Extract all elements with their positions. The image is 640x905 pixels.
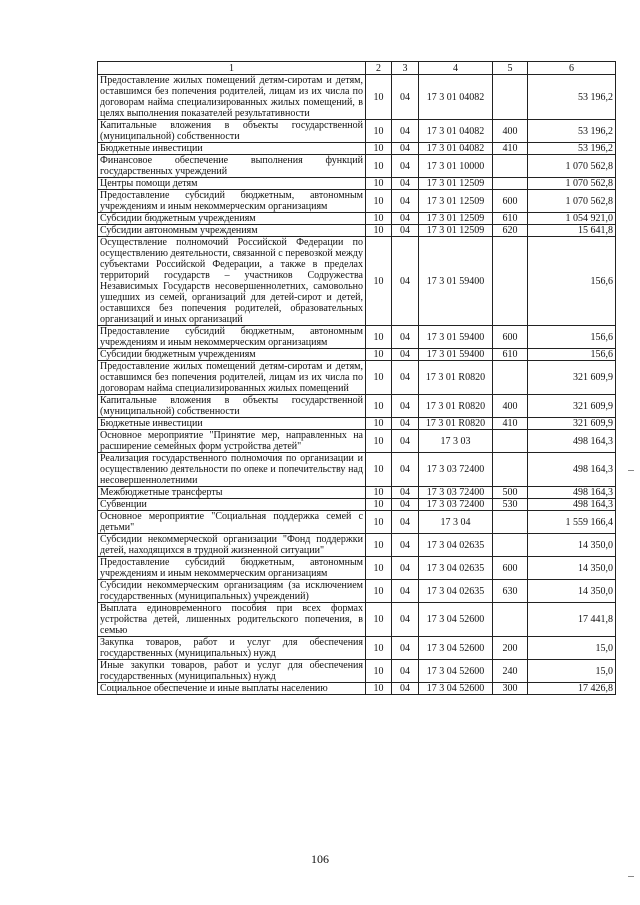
row-section-cell: 10 — [366, 683, 392, 695]
row-subsection-cell: 04 — [392, 395, 419, 418]
table-row — [98, 499, 616, 511]
row-section-cell: 10 — [366, 190, 392, 213]
row-section-cell: 10 — [366, 361, 392, 395]
table-row — [98, 637, 616, 660]
page-number: 106 — [311, 852, 329, 866]
row-subsection-cell: 04 — [392, 683, 419, 695]
table-header-row — [98, 62, 616, 75]
table-row — [98, 143, 616, 155]
row-target-code-cell: 17 3 04 02635 — [419, 557, 493, 580]
row-name-cell: Реализация государственного полномочия по организации и осуществлению деятельности по опеке и попечительству над несовершеннолетними — [98, 453, 366, 487]
row-amount-cell: 1 054 921,0 — [528, 213, 616, 225]
row-section-cell: 10 — [366, 603, 392, 637]
row-target-code-cell: 17 3 03 — [419, 430, 493, 453]
row-section-cell: 10 — [366, 326, 392, 349]
row-amount-cell: 17 441,8 — [528, 603, 616, 637]
row-name-cell: Межбюджетные трансферты — [98, 487, 366, 499]
scan-edge-mark — [628, 470, 634, 471]
row-expense-type-cell — [493, 75, 528, 120]
table-row — [98, 511, 616, 534]
row-section-cell: 10 — [366, 178, 392, 190]
row-amount-cell: 498 164,3 — [528, 499, 616, 511]
row-amount-cell: 53 196,2 — [528, 75, 616, 120]
table-row — [98, 430, 616, 453]
table-row — [98, 683, 616, 695]
row-section-cell: 10 — [366, 143, 392, 155]
row-name-cell: Социальное обеспечение и иные выплаты населению — [98, 683, 366, 695]
row-amount-cell: 1 559 166,4 — [528, 511, 616, 534]
row-name-cell: Финансовое обеспечение выполнения функций государственных учреждений — [98, 155, 366, 178]
row-target-code-cell: 17 3 01 59400 — [419, 349, 493, 361]
row-expense-type-cell: 410 — [493, 418, 528, 430]
row-section-cell: 10 — [366, 637, 392, 660]
row-target-code-cell: 17 3 01 04082 — [419, 143, 493, 155]
row-section-cell: 10 — [366, 225, 392, 237]
row-name-cell: Осуществление полномочий Российской Федерации по осуществлению деятельности, связанной с перевозкой между субъектами Российской Федерации, а также в пределах территорий государств – участников Содружества Независимых Государств несовершеннолетних, самовольно ушедших из семей, организаций для детей-сирот и детей, оставшихся без попечения родителей, образовательных организаций и иных организаций — [98, 237, 366, 326]
row-section-cell: 10 — [366, 120, 392, 143]
table-row — [98, 213, 616, 225]
scan-edge-mark — [628, 876, 634, 877]
row-amount-cell: 321 609,9 — [528, 361, 616, 395]
row-target-code-cell: 17 3 01 12509 — [419, 213, 493, 225]
row-section-cell: 10 — [366, 349, 392, 361]
table-row — [98, 603, 616, 637]
row-name-cell: Выплата единовременного пособия при всех формах устройства детей, лишенных родительского попечения, в семью — [98, 603, 366, 637]
row-section-cell: 10 — [366, 453, 392, 487]
row-subsection-cell: 04 — [392, 213, 419, 225]
row-expense-type-cell — [493, 155, 528, 178]
row-expense-type-cell — [493, 430, 528, 453]
table-row — [98, 660, 616, 683]
table-row — [98, 361, 616, 395]
row-name-cell: Бюджетные инвестиции — [98, 418, 366, 430]
row-target-code-cell: 17 3 01 04082 — [419, 75, 493, 120]
row-target-code-cell: 17 3 01 12509 — [419, 190, 493, 213]
table-row — [98, 155, 616, 178]
row-expense-type-cell — [493, 534, 528, 557]
row-target-code-cell: 17 3 04 02635 — [419, 534, 493, 557]
row-section-cell: 10 — [366, 534, 392, 557]
row-amount-cell: 15,0 — [528, 637, 616, 660]
row-amount-cell: 156,6 — [528, 349, 616, 361]
row-target-code-cell: 17 3 03 72400 — [419, 453, 493, 487]
row-section-cell: 10 — [366, 213, 392, 225]
row-name-cell: Субвенции — [98, 499, 366, 511]
row-amount-cell: 498 164,3 — [528, 430, 616, 453]
row-subsection-cell: 04 — [392, 430, 419, 453]
row-target-code-cell: 17 3 03 72400 — [419, 487, 493, 499]
row-target-code-cell: 17 3 01 R0820 — [419, 395, 493, 418]
row-expense-type-cell: 240 — [493, 660, 528, 683]
row-amount-cell: 14 350,0 — [528, 580, 616, 603]
row-subsection-cell: 04 — [392, 190, 419, 213]
row-subsection-cell: 04 — [392, 453, 419, 487]
row-subsection-cell: 04 — [392, 75, 419, 120]
row-target-code-cell: 17 3 04 52600 — [419, 637, 493, 660]
table-row — [98, 580, 616, 603]
row-name-cell: Предоставление жилых помещений детям-сиротам и детям, оставшимся без попечения родителей, лицам из их числа по договорам найма специализированных жилых помещений, в целях выполнения показателей результативности — [98, 75, 366, 120]
table-row — [98, 178, 616, 190]
row-amount-cell: 17 426,8 — [528, 683, 616, 695]
row-target-code-cell: 17 3 03 72400 — [419, 499, 493, 511]
row-section-cell: 10 — [366, 155, 392, 178]
row-amount-cell: 156,6 — [528, 326, 616, 349]
row-target-code-cell: 17 3 04 02635 — [419, 580, 493, 603]
table-row — [98, 120, 616, 143]
row-target-code-cell: 17 3 01 59400 — [419, 237, 493, 326]
row-subsection-cell: 04 — [392, 143, 419, 155]
row-name-cell: Капитальные вложения в объекты государственной (муниципальной) собственности — [98, 395, 366, 418]
row-target-code-cell: 17 3 01 10000 — [419, 155, 493, 178]
row-name-cell: Предоставление жилых помещений детям-сиротам и детям, оставшимся без попечения родителей, лицам из их числа по договорам найма специализированных жилых помещений — [98, 361, 366, 395]
row-expense-type-cell: 630 — [493, 580, 528, 603]
row-section-cell: 10 — [366, 580, 392, 603]
row-expense-type-cell: 200 — [493, 637, 528, 660]
row-section-cell: 10 — [366, 660, 392, 683]
column-header: 5 — [493, 62, 528, 75]
row-name-cell: Субсидии некоммерческим организациям (за исключением государственных (муниципальных) учреждений) — [98, 580, 366, 603]
row-name-cell: Бюджетные инвестиции — [98, 143, 366, 155]
row-expense-type-cell — [493, 511, 528, 534]
row-subsection-cell: 04 — [392, 637, 419, 660]
table-row — [98, 453, 616, 487]
row-name-cell: Закупка товаров, работ и услуг для обеспечения государственных (муниципальных) нужд — [98, 637, 366, 660]
row-expense-type-cell: 300 — [493, 683, 528, 695]
row-section-cell: 10 — [366, 511, 392, 534]
table-row — [98, 487, 616, 499]
row-name-cell: Субсидии бюджетным учреждениям — [98, 213, 366, 225]
row-section-cell: 10 — [366, 418, 392, 430]
row-amount-cell: 15 641,8 — [528, 225, 616, 237]
column-header: 1 — [98, 62, 366, 75]
row-expense-type-cell — [493, 361, 528, 395]
row-subsection-cell: 04 — [392, 237, 419, 326]
row-target-code-cell: 17 3 01 04082 — [419, 120, 493, 143]
row-target-code-cell: 17 3 01 R0820 — [419, 418, 493, 430]
row-subsection-cell: 04 — [392, 178, 419, 190]
table-row — [98, 349, 616, 361]
row-amount-cell: 14 350,0 — [528, 557, 616, 580]
row-expense-type-cell: 600 — [493, 557, 528, 580]
row-name-cell: Предоставление субсидий бюджетным, автономным учреждениям и иным некоммерческим организациям — [98, 326, 366, 349]
row-name-cell: Предоставление субсидий бюджетным, автономным учреждениям и иным некоммерческим организациям — [98, 557, 366, 580]
row-amount-cell: 321 609,9 — [528, 418, 616, 430]
row-target-code-cell: 17 3 04 52600 — [419, 683, 493, 695]
row-target-code-cell: 17 3 01 12509 — [419, 178, 493, 190]
row-subsection-cell: 04 — [392, 499, 419, 511]
row-expense-type-cell: 530 — [493, 499, 528, 511]
row-section-cell: 10 — [366, 487, 392, 499]
row-amount-cell: 53 196,2 — [528, 143, 616, 155]
row-expense-type-cell: 620 — [493, 225, 528, 237]
row-expense-type-cell: 500 — [493, 487, 528, 499]
row-expense-type-cell: 400 — [493, 395, 528, 418]
column-header: 4 — [419, 62, 493, 75]
row-target-code-cell: 17 3 04 52600 — [419, 660, 493, 683]
row-expense-type-cell: 600 — [493, 326, 528, 349]
row-amount-cell: 498 164,3 — [528, 487, 616, 499]
row-expense-type-cell: 410 — [493, 143, 528, 155]
row-subsection-cell: 04 — [392, 349, 419, 361]
row-expense-type-cell — [493, 453, 528, 487]
row-amount-cell: 53 196,2 — [528, 120, 616, 143]
row-amount-cell: 1 070 562,8 — [528, 178, 616, 190]
row-name-cell: Капитальные вложения в объекты государственной (муниципальной) собственности — [98, 120, 366, 143]
row-expense-type-cell: 610 — [493, 349, 528, 361]
row-section-cell: 10 — [366, 75, 392, 120]
row-section-cell: 10 — [366, 395, 392, 418]
row-name-cell: Основное мероприятие "Принятие мер, направленных на расширение семейных форм устройства детей" — [98, 430, 366, 453]
row-section-cell: 10 — [366, 499, 392, 511]
row-subsection-cell: 04 — [392, 155, 419, 178]
row-expense-type-cell: 600 — [493, 190, 528, 213]
row-expense-type-cell: 400 — [493, 120, 528, 143]
row-name-cell: Основное мероприятие "Социальная поддержка семей с детьми" — [98, 511, 366, 534]
row-name-cell: Предоставление субсидий бюджетным, автономным учреждениям и иным некоммерческим организациям — [98, 190, 366, 213]
row-amount-cell: 14 350,0 — [528, 534, 616, 557]
row-subsection-cell: 04 — [392, 418, 419, 430]
row-subsection-cell: 04 — [392, 120, 419, 143]
row-section-cell: 10 — [366, 237, 392, 326]
row-target-code-cell: 17 3 01 12509 — [419, 225, 493, 237]
row-target-code-cell: 17 3 04 52600 — [419, 603, 493, 637]
row-name-cell: Субсидии бюджетным учреждениям — [98, 349, 366, 361]
row-subsection-cell: 04 — [392, 487, 419, 499]
table-row — [98, 395, 616, 418]
row-subsection-cell: 04 — [392, 511, 419, 534]
row-expense-type-cell: 610 — [493, 213, 528, 225]
row-subsection-cell: 04 — [392, 660, 419, 683]
row-subsection-cell: 04 — [392, 361, 419, 395]
row-target-code-cell: 17 3 01 R0820 — [419, 361, 493, 395]
table-row — [98, 237, 616, 326]
table-row — [98, 75, 616, 120]
table-row — [98, 326, 616, 349]
row-amount-cell: 498 164,3 — [528, 453, 616, 487]
row-expense-type-cell — [493, 603, 528, 637]
table-body — [98, 75, 616, 695]
column-header: 3 — [392, 62, 419, 75]
row-expense-type-cell — [493, 237, 528, 326]
row-subsection-cell: 04 — [392, 534, 419, 557]
row-subsection-cell: 04 — [392, 603, 419, 637]
row-name-cell: Центры помощи детям — [98, 178, 366, 190]
row-name-cell: Субсидии некоммерческой организации "Фонд поддержки детей, находящихся в трудной жизненной ситуации" — [98, 534, 366, 557]
table-row — [98, 190, 616, 213]
row-amount-cell: 321 609,9 — [528, 395, 616, 418]
row-subsection-cell: 04 — [392, 580, 419, 603]
table-row — [98, 534, 616, 557]
row-amount-cell: 1 070 562,8 — [528, 155, 616, 178]
column-header: 2 — [366, 62, 392, 75]
row-section-cell: 10 — [366, 430, 392, 453]
row-subsection-cell: 04 — [392, 225, 419, 237]
table-row — [98, 418, 616, 430]
column-header: 6 — [528, 62, 616, 75]
table-row — [98, 557, 616, 580]
row-amount-cell: 156,6 — [528, 237, 616, 326]
table-row — [98, 225, 616, 237]
row-section-cell: 10 — [366, 557, 392, 580]
row-target-code-cell: 17 3 01 59400 — [419, 326, 493, 349]
row-expense-type-cell — [493, 178, 528, 190]
row-name-cell: Иные закупки товаров, работ и услуг для обеспечения государственных (муниципальных) нужд — [98, 660, 366, 683]
row-target-code-cell: 17 3 04 — [419, 511, 493, 534]
row-amount-cell: 1 070 562,8 — [528, 190, 616, 213]
row-amount-cell: 15,0 — [528, 660, 616, 683]
row-subsection-cell: 04 — [392, 326, 419, 349]
budget-table — [97, 61, 616, 695]
row-name-cell: Субсидии автономным учреждениям — [98, 225, 366, 237]
row-subsection-cell: 04 — [392, 557, 419, 580]
